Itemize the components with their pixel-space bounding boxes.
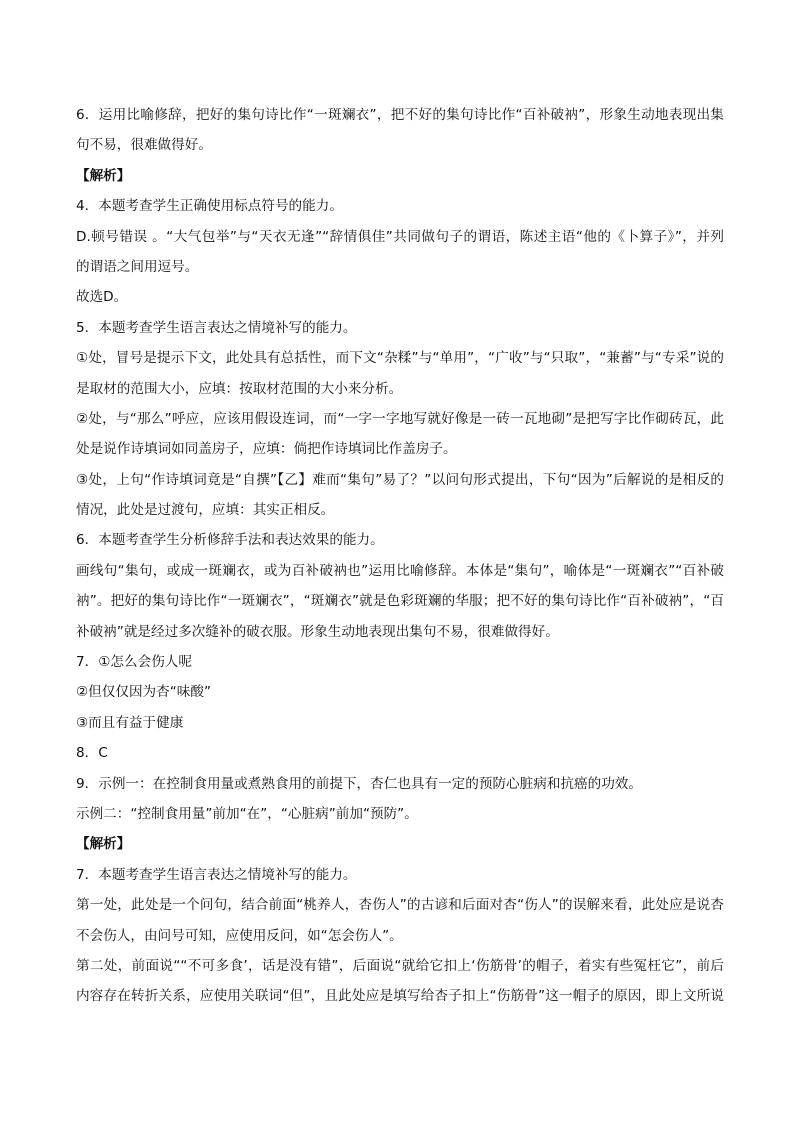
- text-line: 4．本题考查学生正确使用标点符号的能力。: [76, 198, 343, 215]
- text-line: 8．C: [76, 745, 108, 762]
- text-line: 句不易，很难做得好。: [76, 137, 212, 154]
- text-line: 示例二：“控制食用量”前加“在”，“心脏病”前加“预防”。: [76, 805, 418, 822]
- text-line: ②处，与“那么”呼应，应该用假设连词，而“一字一字地写就好像是一砖一瓦地砌”是把写字比作砌砖瓦，此: [76, 410, 724, 427]
- text-line: 6．运用比喻修辞，把好的集句诗比作“一斑斓衣”，把不好的集句诗比作“百补破衲”，形象生动地表现出集: [76, 107, 724, 123]
- text-line: 第二处，前面说““不可多食’，话是没有错”，后面说“就给它扣上‘伤筋骨’的帽子，着实有些冤枉它”，前后: [76, 957, 724, 974]
- text-line: 7．①怎么会伤人呢: [76, 654, 192, 671]
- text-line: ②但仅仅因为杏“味酸”: [76, 684, 212, 701]
- text-line: 不会伤人，由问号可知，应使用反问，如“怎会伤人”。: [76, 927, 403, 944]
- text-line: 是取材的范围大小，应填：按取材范围的大小来分析。: [76, 380, 403, 397]
- text-line: 第一处，此处是一个问句，结合前面“桃养人，杏伤人”的古谚和后面对杏“伤人”的误解来看，此处应是说杏: [76, 897, 724, 914]
- text-line: 处是说作诗填词如同盖房子，应填：倘把作诗填词比作盖房子。: [76, 441, 457, 458]
- section-heading-analysis: 【解析】: [76, 836, 131, 853]
- text-line: 5．本题考查学生语言表达之情境补写的能力。: [76, 319, 357, 336]
- text-line: ①处，冒号是提示下文，此处具有总括性，而下文“杂糅”与“单用”，“广收”与“只取”，“兼蓄”与“专采”说的: [76, 350, 724, 367]
- text-line: 衲”。把好的集句诗比作“一斑斓衣”，“斑斓衣”就是色彩斑斓的华服；把不好的集句诗比作“百补破衲”，“百: [76, 593, 724, 610]
- text-line: 7．本题考查学生语言表达之情境补写的能力。: [76, 866, 357, 883]
- text-line: D.顿号错误 。“大气包举”与“天衣无逢”“辞情俱佳”共同做句子的谓语，陈述主语“他的《卜算子》”，并列: [76, 228, 724, 245]
- text-line: ③处，上句“作诗填词竟是“自撰”【乙】难而“集句”易了？”以问句形式提出，下句“因为”后解说的是相反的: [76, 471, 724, 488]
- text-line: 画线句“集句，或成一斑斓衣，或为百补破衲也”运用比喻修辞。本体是“集句”，喻体是“一斑斓衣”“百补破: [76, 562, 724, 579]
- text-line: 的谓语之间用逗号。: [76, 258, 199, 275]
- text-line: 补破衲”就是经过多次缝补的破衣服。形象生动地表现出集句不易，很难做得好。: [76, 623, 559, 640]
- answer-analysis-text: [76, 100, 724, 1012]
- text-line: 6．本题考查学生分析修辞手法和表达效果的能力。: [76, 532, 384, 549]
- text-line: 情况，此处是过渡句，应填：其实正相反。: [76, 502, 335, 519]
- text-line: 故选D。: [76, 289, 128, 306]
- text-line: ③而且有益于健康: [76, 714, 184, 731]
- text-line: 9．示例一：在控制食用量或煮熟食用的前提下，杏仁也具有一定的预防心脏病和抗癌的功效。: [76, 775, 642, 792]
- section-heading-analysis: 【解析】: [76, 167, 131, 184]
- text-line: 内容存在转折关系，应使用关联词“但”，且此处应是填写给杏子扣上“伤筋骨”这一帽子的原因，即上文所说: [76, 988, 724, 1005]
